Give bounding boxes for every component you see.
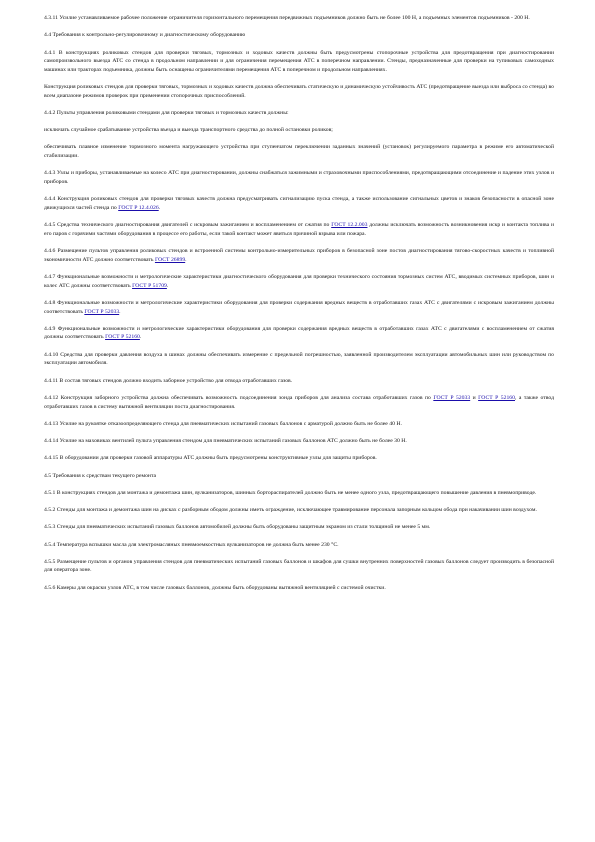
- paragraph-text: 4.4.15 В оборудовании для проверки газовой аппаратуры АТС должны быть предусмотрены конструктивные узлы для защиты приборов.: [44, 455, 377, 462]
- paragraph-text: 4.3.11 Усилие устанавливаемое рабочее положение ограничителя горизонтального перемещения передвижных подъемников должно быть не более 100 Н, а подъемных элементов подъемников - 200 Н.: [44, 15, 530, 21]
- paragraph-text: 4.5.2 Стенды для монтажа и демонтажа шин на дисках с разборным ободом должны иметь ограждение, исключающее травмирование персонала запорным кольцом обода при накачивании шин воздухом.: [44, 507, 537, 514]
- paragraph-text: и: [470, 394, 479, 401]
- standard-link[interactable]: ГОСТ Р 12.4.026: [118, 204, 159, 211]
- paragraph-text: 4.4.4 Конструкция роликовых стендов для проверки тяговых качеств должна предусматривать сигнализацию пуска стенда, а также использование сигнальных цветов и знаков безопасности в опасной зоне движущихся частей стенда по: [44, 196, 554, 211]
- paragraph-text: 4.5.5 Размещение пультов и органов управления стендов для пневматических испытаний газовых баллонов и шкафов для сушки внутренних поверхностей газовых баллонов следует производить в безопасной для оператора зоне.: [44, 558, 554, 574]
- standard-link[interactable]: ГОСТ Р 52160: [478, 394, 515, 401]
- paragraph: [44, 420, 554, 429]
- paragraph-text: .: [166, 282, 169, 289]
- paragraph: [44, 351, 554, 368]
- paragraph-text: .: [139, 334, 142, 341]
- paragraph: [44, 541, 554, 550]
- paragraph: [44, 126, 554, 135]
- standard-link[interactable]: ГОСТ Р 52033: [433, 394, 471, 401]
- paragraph-text: , а также отвод отработавших газов в систему вытяжной вентиляции поста диагностирования.: [44, 394, 554, 410]
- paragraph-text: исключать случайное срабатывание устройства въезда и выезда транспортного средства до полной остановки роликов;: [44, 127, 333, 134]
- paragraph: [44, 489, 554, 498]
- paragraph-text: 4.4.5 Средства технического диагностирования двигателей с искровым зажиганием и воспламенением от сжатия по: [44, 222, 332, 229]
- paragraph: [44, 143, 554, 160]
- paragraph-text: обеспечивать плавное изменение тормозного момента нагружающего устройства при ступенчатом переключении заданных значений (установок) регулируемого параметра в режиме его автоматической стабилизации.: [44, 144, 554, 160]
- section-heading: [44, 472, 554, 481]
- paragraph: [44, 584, 554, 593]
- paragraph-text: 4.5 Требования к средствам текущего ремонта: [44, 472, 157, 479]
- paragraph-text: 4.5.6 Камеры для окраски узлов АТС, в том числе газовых баллонов, должны быть оборудованы вытяжной вентиляцией с системой очистки.: [44, 584, 386, 591]
- paragraph-text: 4.4.6 Размещение пультов управления роликовых стендов и встроенной системы контрольно-измерительных приборов в безопасной зоне постов диагностирования тягово-скоростных качеств и топливной экономичности АТС должно соответствовать: [44, 248, 554, 263]
- paragraph-text: 4.4.7 Функциональные возможности и метрологические характеристики диагностического оборудования для проверки технического состояния тормозных систем АТС, вводимых системных приборов, шин и колес АТС должны соответствовать: [44, 274, 554, 289]
- paragraph: [44, 169, 554, 186]
- paragraph: [44, 437, 554, 446]
- paragraph: [44, 454, 554, 463]
- paragraph-text: должны исключать возможность возникновения искр и контакта топлива и его паров с горячими частями оборудования в процессе его работы, если такой контакт может явиться причиной взрыва или пожара.: [44, 222, 554, 237]
- document-body: [44, 14, 554, 601]
- paragraph: [44, 83, 554, 100]
- paragraph: [44, 273, 554, 290]
- paragraph-text: .: [185, 256, 187, 263]
- paragraph-text: Конструкция роликовых стендов для проверки тяговых, тормозных и ходовых качеств должна обеспечивать статическую и динамическую устойчивость АТС (предотвращение выезда или выброса со стенда) во всем диапазоне режимов проверок при применении стопорочных приспособлений.: [44, 84, 554, 99]
- paragraph-text: .: [119, 308, 121, 315]
- paragraph: [44, 221, 554, 238]
- paragraph: [44, 109, 554, 118]
- paragraph-text: 4.5.4 Температура вспышки масла для электромасляных пневмоемкостных вулканизаторов не должна быть менее 230 °С.: [44, 541, 339, 548]
- paragraph-text: 4.4 Требования к контрольно-регулировочному и диагностическому оборудованию: [44, 32, 246, 39]
- standard-link[interactable]: ГОСТ Р 51709: [132, 282, 167, 289]
- paragraph: [44, 299, 554, 316]
- paragraph: [44, 247, 554, 264]
- paragraph-text: 4.5.3 Стенды для пневматических испытаний газовых баллонов автомобилей должны быть оборудованы защитным экраном из стали толщиной не менее 5 мм.: [44, 524, 431, 531]
- paragraph: [44, 14, 554, 23]
- standard-link[interactable]: ГОСТ 12.2.003: [331, 222, 368, 229]
- paragraph-text: 4.4.9 Функциональные возможности и метрологические характеристики оборудования для проверки содержания вредных веществ в отработавших газах АТС с двигателями с воспламенением от сжатия должны соответствовать: [44, 325, 554, 341]
- paragraph: [44, 325, 554, 342]
- paragraph-text: 4.4.14 Усилие на маховиках вентилей пульта управления стендом для пневматических испытаний газовых баллонов АТС должно быть не более 30 Н.: [44, 438, 407, 445]
- paragraph-text: 4.4.1 В конструкциях роликовых стендов для проверки тяговых, тормозных и ходовых качеств должны быть предусмотрены стопорочные устройства для предотвращения при диагностировании самопроизвольного выезда АТС со стенда в продольном направлении и для ограничения перемещения АТС в поперечном направлении. Стенды, предназначенные для проверки на тупиковых самоходных машинах или тракторах подъемника, должны быть оснащены ограничителями перемещения АТС в поперечном и продольном направлениях.: [44, 49, 554, 73]
- paragraph-text: 4.4.8 Функциональные возможности и метрологические характеристики оборудования для проверки содержания вредных веществ в отработавших газах АТС с двигателями с искровым зажиганием должны соответствовать: [44, 299, 554, 315]
- section-heading: [44, 31, 554, 40]
- paragraph: [44, 558, 554, 575]
- paragraph-text: 4.5.1 В конструкциях стендов для монтажа и демонтажа шин, вулканизаторов, шинных бортораспирателей должно быть не менее одного узла, предотвращающего повышение давления в пневмоприводе.: [44, 489, 537, 496]
- paragraph-text: 4.4.11 В состав тяговых стендов должно входить заборное устройство для отвода отработавших газов.: [44, 377, 293, 384]
- paragraph: [44, 523, 554, 532]
- paragraph: [44, 195, 554, 212]
- standard-link[interactable]: ГОСТ Р 52033: [84, 308, 120, 315]
- paragraph-text: 4.4.10 Средства для проверки давления воздуха в шинах должны обеспечивать измерение с предельной погрешностью, заявленной производителем эксплуатации автомобильных шин или руководством по эксплуатации автомобиля.: [44, 351, 554, 367]
- paragraph: [44, 49, 554, 75]
- standard-link[interactable]: ГОСТ 26899: [154, 256, 186, 263]
- paragraph-text: 4.4.12 Конструкция заборного устройства должна обеспечивать возможность подсоединения зонда приборов для анализа состава отработавших газов по: [44, 394, 434, 401]
- paragraph-text: .: [158, 204, 161, 211]
- paragraph-text: 4.4.2 Пульты управления роликовыми стендами для проверки тяговых и тормозных качеств должны:: [44, 109, 289, 116]
- paragraph: [44, 377, 554, 386]
- standard-link[interactable]: ГОСТ Р 52160: [105, 334, 140, 341]
- paragraph-text: 4.4.3 Узлы и приборы, устанавливаемые на колесо АТС при диагностировании, должны снабжаться зажимными и страховочными приспособлениями, предотвращающими отсоединение и падение этих узлов и приборов.: [44, 170, 554, 186]
- paragraph: [44, 506, 554, 515]
- paragraph-text: 4.4.13 Усилие на рукоятке отказоопределяющего стенда для пневматических испытаний газовых баллонов с арматурой должно быть не более 40 Н.: [44, 420, 402, 427]
- paragraph: [44, 394, 554, 411]
